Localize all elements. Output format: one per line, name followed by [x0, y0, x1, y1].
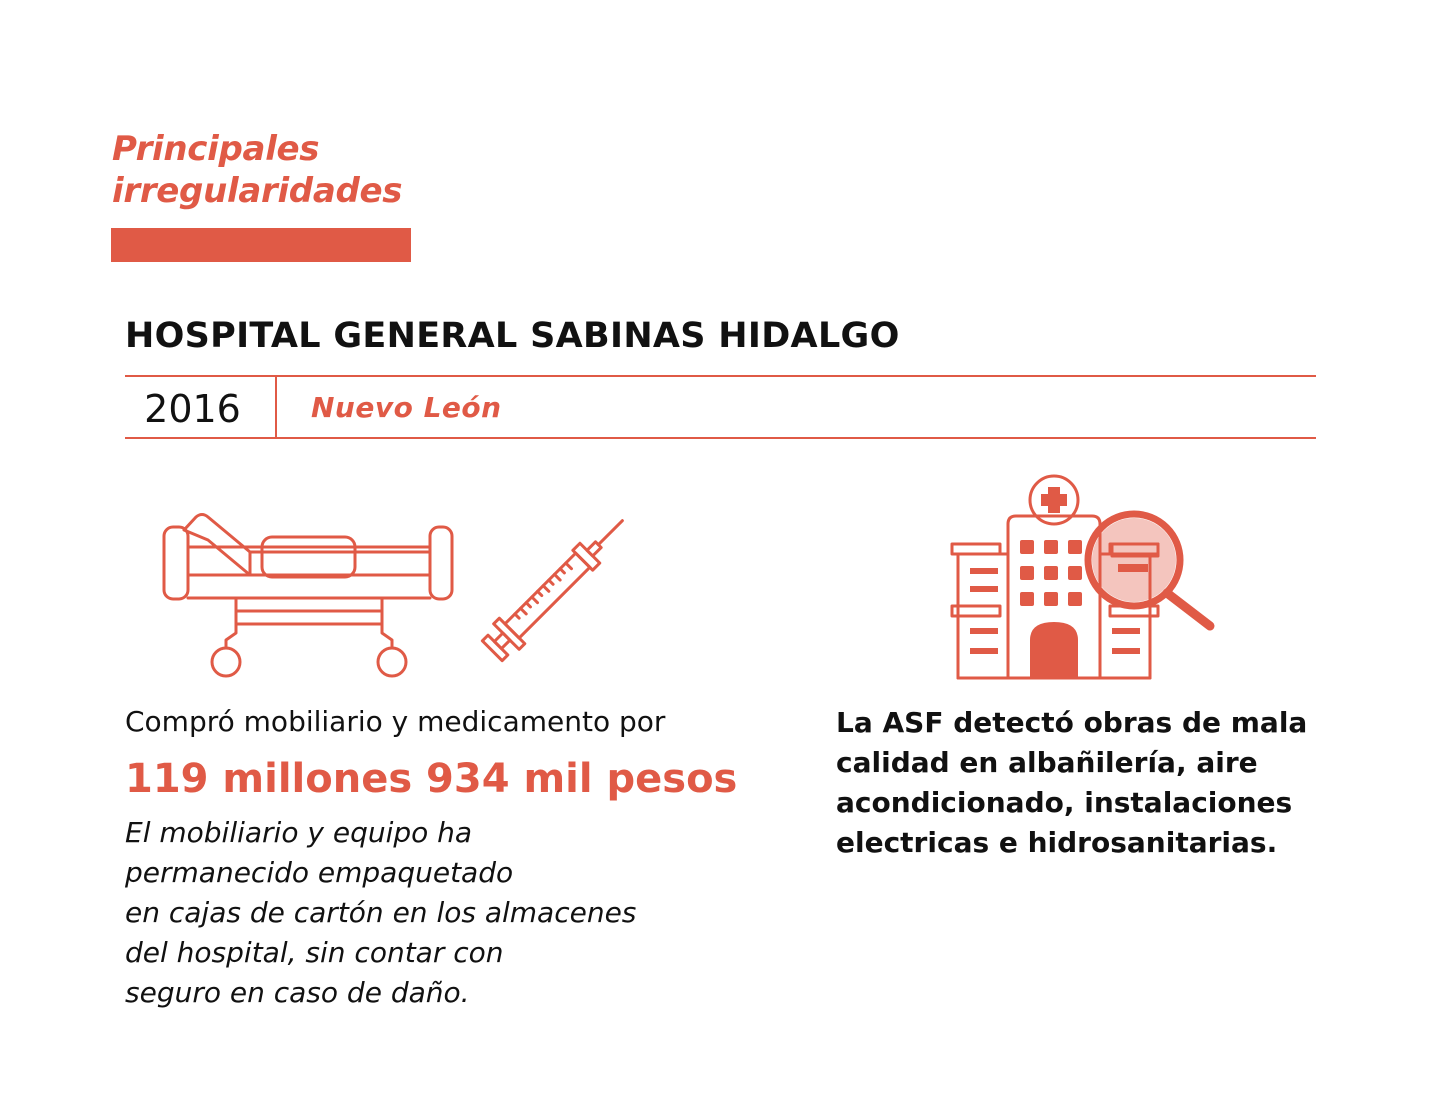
info-rule-top: [125, 375, 1316, 377]
state-label: Nuevo León: [311, 391, 502, 424]
section-title-line1: Principales: [112, 129, 320, 169]
info-rule-divider: [275, 376, 277, 437]
hospital-bed-icon: [150, 500, 470, 690]
section-title-line2: irregularidades: [112, 171, 403, 211]
syringe-icon: [470, 505, 620, 685]
title-accent-bar: [111, 228, 411, 262]
purchase-note: El mobiliario y equipo ha permanecido empaquetado en cajas de cartón en los almacenes del hospital, sin contar con seguro en caso de daño.: [125, 816, 637, 1009]
hospital-name: HOSPITAL GENERAL SABINAS HIDALGO: [125, 316, 900, 356]
purchase-amount: 119 millones 934 mil pesos: [125, 756, 738, 802]
info-rule-bottom: [125, 437, 1316, 439]
asf-finding: La ASF detectó obras de mala calidad en albañilería, aire acondicionado, instalaciones electricas e hidrosanitarias.: [836, 706, 1308, 859]
section-title: [112, 128, 402, 212]
purchase-intro: Compró mobiliario y medicamento por: [125, 705, 666, 738]
hospital-inspection-icon: [940, 468, 1230, 688]
year-label: 2016: [144, 387, 241, 431]
